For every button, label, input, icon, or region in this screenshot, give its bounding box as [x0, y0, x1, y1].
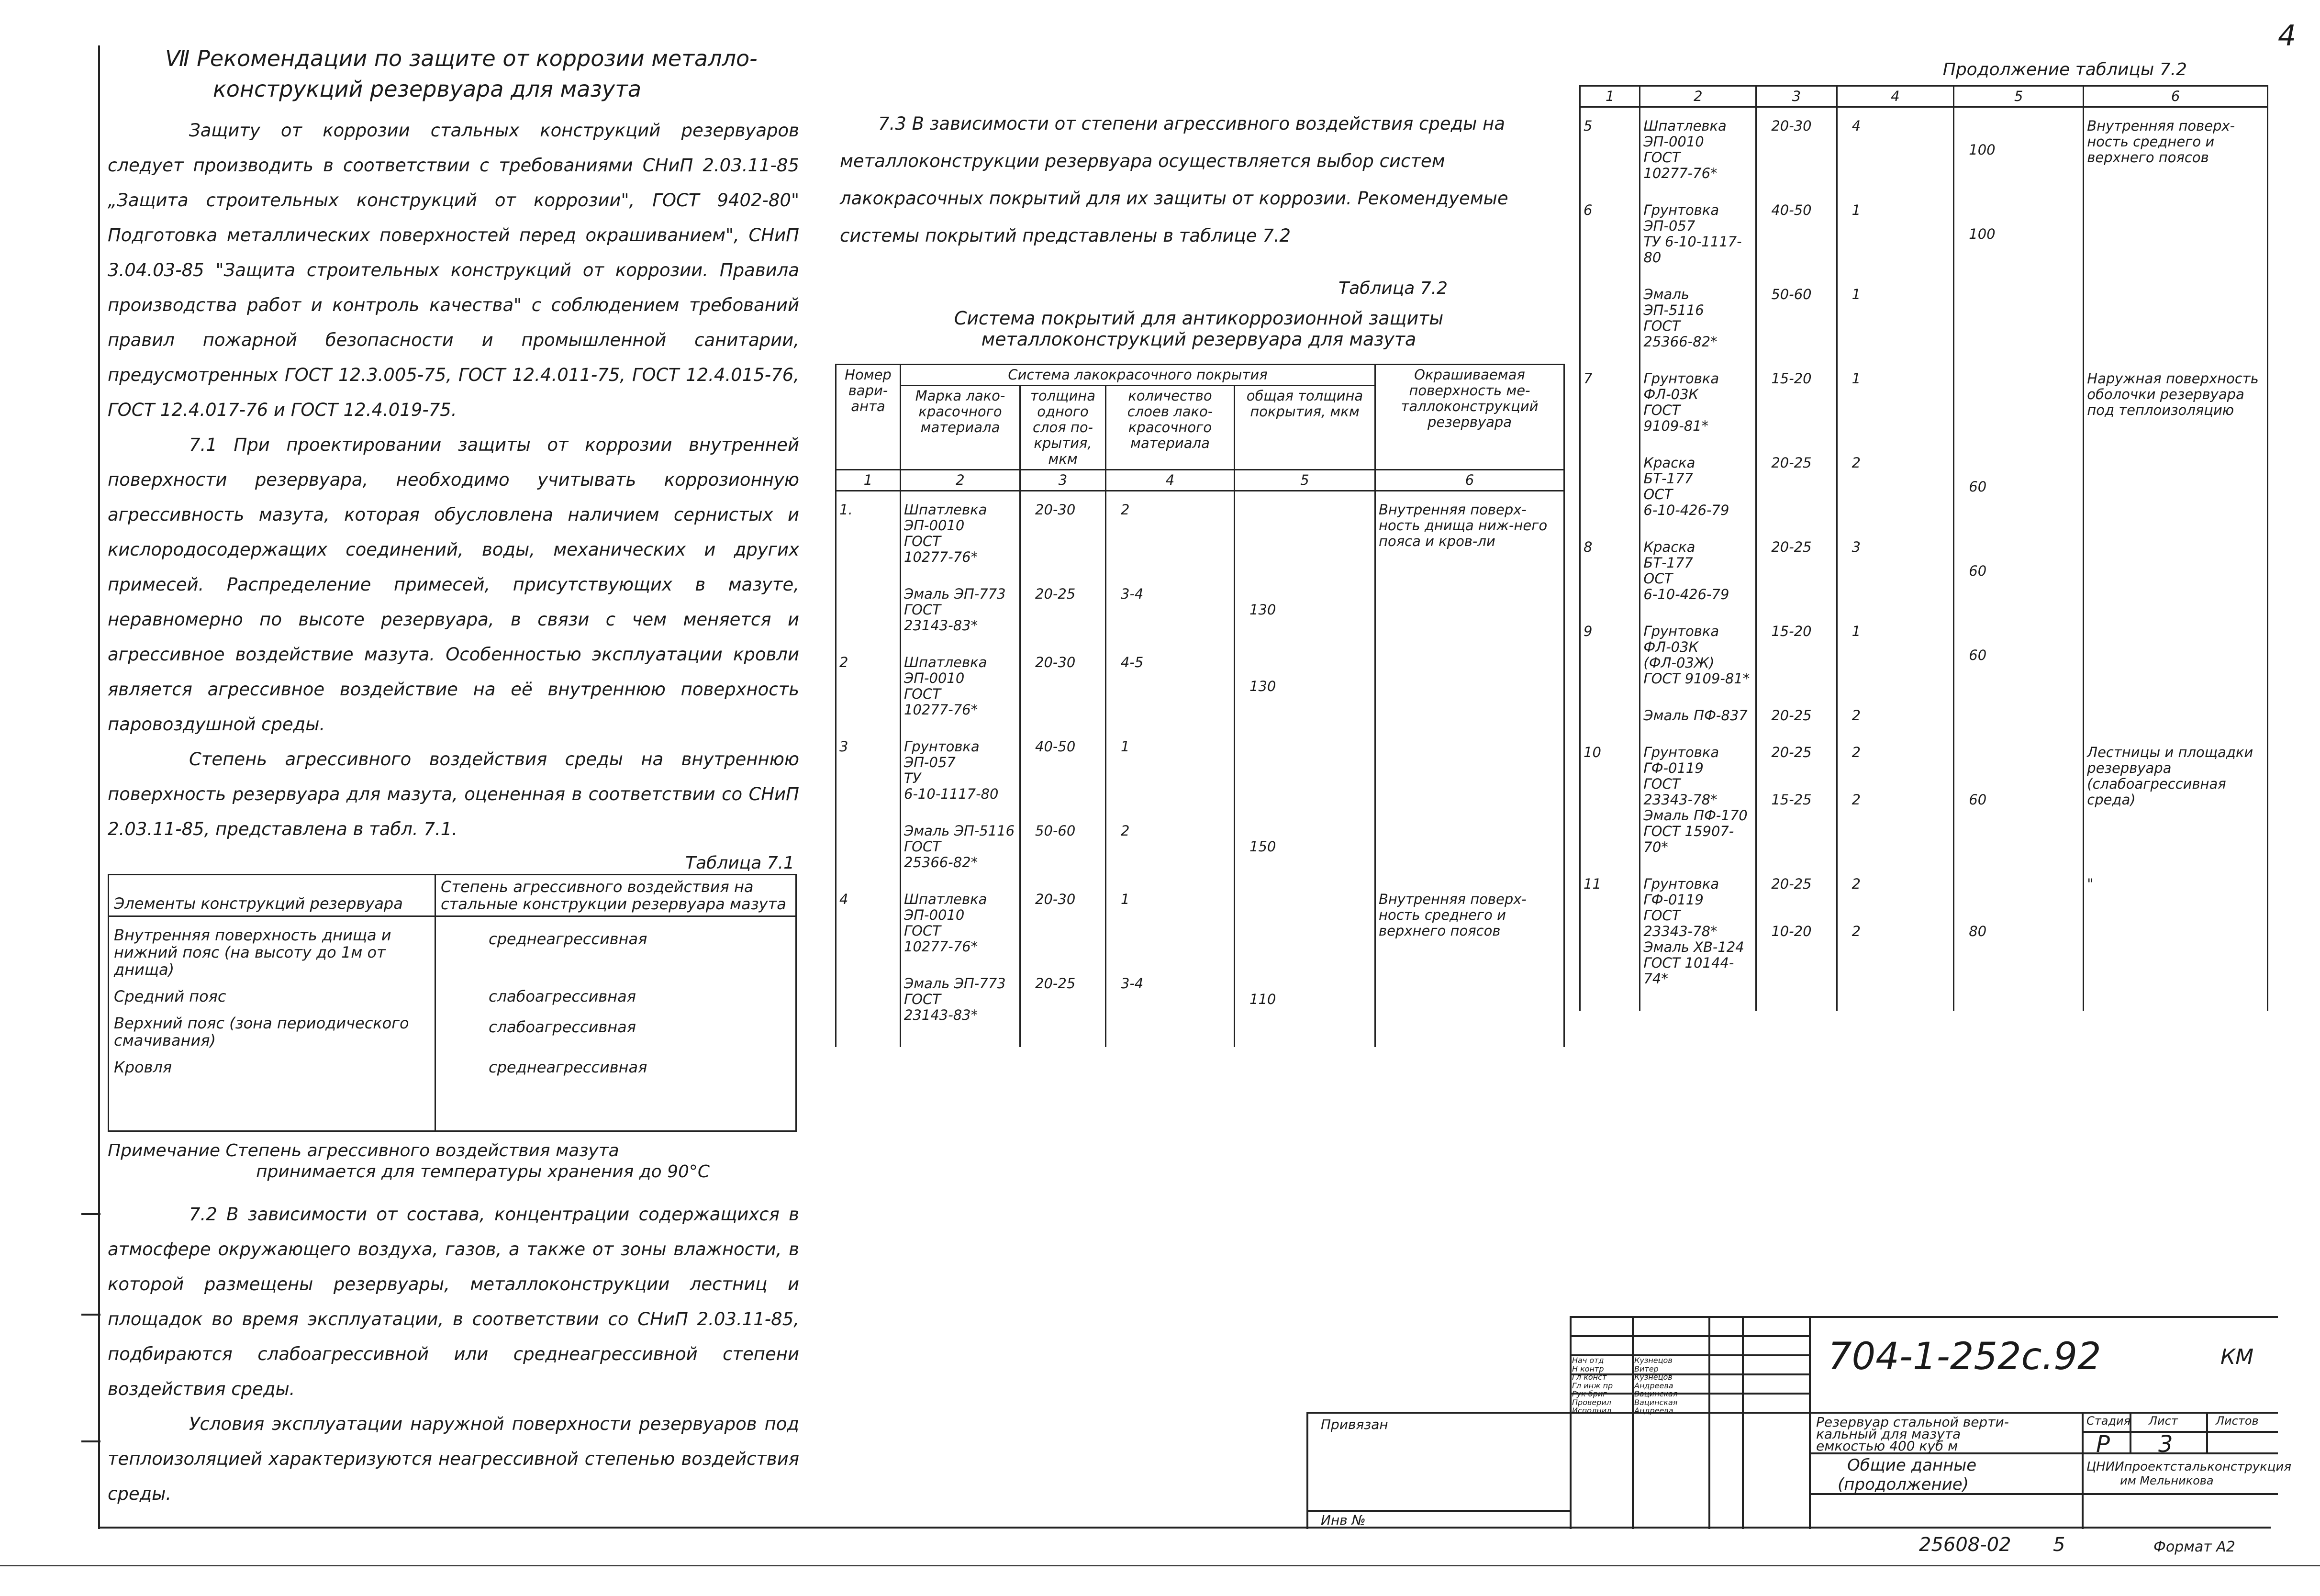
table-7-1-caption: Таблица 7.1 — [685, 853, 794, 873]
layer-thickness: 20-25 — [1756, 529, 1837, 613]
margin-tick — [81, 1213, 100, 1215]
privyazan-label: Привязан — [1321, 1417, 1388, 1432]
doc-code: 704-1-252с.92 — [1828, 1335, 2101, 1378]
table-row — [836, 576, 1564, 644]
layer-thickness: 40-50 — [1756, 192, 1837, 276]
t72-header-layers: количество слоев лако-красочного материала — [1106, 386, 1235, 470]
layer-count: 4-5 — [1106, 644, 1235, 728]
layer-count: 1 — [1837, 192, 1954, 276]
left-margin-line — [98, 45, 100, 1529]
doc-type: КМ — [2220, 1345, 2254, 1369]
layer-count: 3-4 — [1106, 576, 1235, 644]
column-number: 6 — [2084, 86, 2268, 107]
painted-surface: Наружная поверхность оболочки резервуара под теплоизоляцию — [2084, 360, 2268, 445]
layer-count: 2 — [1106, 813, 1235, 881]
material: Шпатлевка ЭП-0010 ГОСТ 10277-76* — [1640, 107, 1756, 192]
painted-surface — [1375, 728, 1564, 813]
total-thickness: 60 — [1954, 734, 2084, 866]
painted-surface: Внутренняя поверх-ность среднего и верхнего поясов — [1375, 881, 1564, 965]
stamp-name: Андреева — [1634, 1381, 1673, 1390]
t72-header-surface: Окрашиваемая поверхность ме-таллоконструкций резервуара — [1375, 365, 1564, 470]
total-thickness: 60 — [1954, 529, 2084, 613]
material: Грунтовка ЭП-057 ТУ 6-10-1117-80 — [901, 728, 1020, 813]
variant-number — [1580, 697, 1640, 734]
note-line2: принимается для температуры хранения до 90°С — [256, 1162, 710, 1182]
stamp-role: Гл конст — [1572, 1373, 1607, 1382]
table-row — [1580, 697, 2268, 734]
material: Эмаль ЭП-5116 ГОСТ 25366-82* — [1640, 276, 1756, 360]
total-thickness: 150 — [1235, 813, 1375, 881]
material: Грунтовка ЭП-057 ТУ 6-10-1117-80 — [1640, 192, 1756, 276]
layer-thickness: 20-25 10-20 — [1756, 866, 1837, 997]
layer-thickness: 20-25 — [1020, 965, 1106, 1034]
total-thickness — [1954, 276, 2084, 360]
t71-header-degree: Степень агрессивного воздействия на стальные конструкции резервуара мазута — [435, 875, 796, 916]
layer-count: 2 2 — [1837, 866, 1954, 997]
paragraph-7-2: 7.2 В зависимости от состава, концентрации содержащихся в атмосфере окружающего воздуха, газов, а также от зоны влажности, в которой размещены резервуары, металлоконструкции лестниц и площадок во время эксплуатации, в соответствии со СНиП 2.03.11-85, подбираются слабоагрессивной или среднеагрессивной степени воздействия среды. — [108, 1204, 799, 1399]
variant-number — [836, 813, 901, 881]
table-row — [836, 491, 1564, 576]
stamp-role: Исполнил — [1572, 1406, 1612, 1415]
column-number: 5 — [1954, 86, 2084, 107]
t71-header-elements: Элементы конструкций резервуара — [109, 875, 435, 916]
material: Краска БТ-177 ОСТ 6-10-426-79 — [1640, 445, 1756, 529]
total-thickness: 130 — [1235, 644, 1375, 728]
margin-tick — [81, 1440, 100, 1442]
variant-number: 3 — [836, 728, 901, 813]
stage-label: Стадия — [2086, 1414, 2131, 1428]
layer-thickness: 15-20 — [1756, 613, 1837, 697]
variant-number: 10 — [1580, 734, 1640, 866]
material: Грунтовка ГФ-0119 ГОСТ 23343-78* Эмаль ХВ-124 ГОСТ 10144-74* — [1640, 866, 1756, 997]
table-row — [836, 644, 1564, 728]
column-number: 1 — [836, 470, 901, 491]
layer-count: 2 — [1106, 491, 1235, 576]
table-7-2-caption: Таблица 7.2 — [1338, 279, 1448, 298]
table-row — [1580, 276, 2268, 360]
column-number: 3 — [1020, 470, 1106, 491]
t71-element: Верхний пояс (зона периодического смачивания) — [109, 1012, 435, 1052]
painted-surface — [1375, 965, 1564, 1034]
table-row — [109, 981, 796, 1012]
variant-number — [836, 965, 901, 1034]
stamp-role: Рук бриг — [1572, 1389, 1607, 1398]
page-number: 4 — [2277, 19, 2296, 53]
total-thickness: 110 — [1235, 965, 1375, 1034]
t71-element: Кровля — [109, 1052, 435, 1110]
bottom-number: 5 — [2053, 1534, 2065, 1556]
total-thickness — [1954, 360, 2084, 445]
stamp-role: Н контр — [1572, 1364, 1604, 1373]
stamp-name: Витер — [1634, 1364, 1659, 1373]
t72-header-material: Марка лако-красочного материала — [901, 386, 1020, 470]
stamp-name: Кузнецов — [1634, 1356, 1673, 1365]
t71-element: Внутренняя поверхность днища и нижний пояс (на высоту до 1м от днища) — [109, 916, 435, 982]
subtitle-line1: Общие данные — [1847, 1456, 1977, 1475]
stamp-role: Проверил — [1572, 1397, 1612, 1407]
material: Грунтовка ФЛ-03К ГОСТ 9109-81* — [1640, 360, 1756, 445]
material: Эмаль ПФ-837 — [1640, 697, 1756, 734]
painted-surface — [2084, 697, 2268, 734]
table-row — [109, 916, 796, 982]
layer-count: 1 — [1106, 881, 1235, 965]
painted-surface: Внутренняя поверх-ность среднего и верхнего поясов — [2084, 107, 2268, 192]
total-thickness: 60 — [1954, 613, 2084, 697]
total-thickness — [1954, 697, 2084, 734]
painted-surface — [1375, 813, 1564, 881]
section-title-line1: Ⅶ Рекомендации по защите от коррозии металло- — [165, 45, 758, 71]
layer-count: 3 — [1837, 529, 1954, 613]
painted-surface — [2084, 529, 2268, 613]
table-7-2-title-line2: металлоконструкций резервуара для мазута — [981, 329, 1417, 350]
table-7-2-cont-caption: Продолжение таблицы 7.2 — [1942, 60, 2187, 79]
section-7-column — [108, 43, 799, 1511]
total-thickness: 100 — [1954, 107, 2084, 192]
table-7-2-title-line1: Система покрытий для антикоррозионной защиты — [954, 308, 1444, 329]
t72-header-thickness: толщина одного слоя по-крытия, мкм — [1020, 386, 1106, 470]
table-7-2 — [835, 364, 1565, 1047]
layer-thickness: 50-60 — [1756, 276, 1837, 360]
stamp-name: Вацинская — [1634, 1389, 1678, 1398]
painted-surface — [2084, 276, 2268, 360]
middle-column — [840, 105, 1558, 350]
stamp-role: Гл инж пр — [1572, 1381, 1613, 1390]
table-row — [1580, 866, 2268, 997]
layer-count: 2 — [1837, 697, 1954, 734]
table-7-2-wrap — [835, 364, 1565, 1047]
table-row — [109, 1052, 796, 1110]
painted-surface: Лестницы и площадки резервуара (слабоагрессивная среда) — [2084, 734, 2268, 866]
table-7-1-note — [108, 1140, 799, 1183]
table-row — [1580, 613, 2268, 697]
t71-degree: среднеагрессивная — [435, 1052, 796, 1110]
paragraph-7-1: 7.1 При проектировании защиты от коррозии внутренней поверхности резервуара, необходимо учитывать коррозионную агрессивность мазута, которая обусловлена наличием сернистых и кислородосодержащих соединений, воды, механических и других примесей. Распределение примесей, присутствующих в мазуте, неравномерно по высоте резервуара, в связи с чем меняется и агрессивное воздействие мазута. Особенностью эксплуатации кровли является агрессивное воздействие на её внутреннюю поверхность паровоздушной среды. — [108, 435, 799, 735]
paragraph-outer-conditions: Условия эксплуатации наружной поверхности резервуаров под теплоизоляцией характеризуются неагрессивной степенью воздействия среды. — [108, 1414, 799, 1504]
t71-element: Средний пояс — [109, 981, 435, 1012]
painted-surface — [2084, 445, 2268, 529]
intro-paragraph: Защиту от коррозии стальных конструкций резервуаров следует производить в соответствии с требованиями СНиП 2.03.11-85 „Защита строительных конструкций от коррозии", ГОСТ 9402-80" Подготовка металлических поверхностей перед окрашиванием", СНиП 3.04.03-85 "Защита строительных конструкций от коррозии. Правила производства работ и контроль качества" с соблюдением требований правил пожарной безопасности и промышленной санитарии, предусмотренных ГОСТ 12.3.005-75, ГОСТ 12.4.011-75, ГОСТ 12.4.015-76, ГОСТ 12.4.017-76 и ГОСТ 12.4.019-75. — [108, 120, 799, 420]
stamp-name: Вацинская — [1634, 1397, 1678, 1407]
column-number: 2 — [901, 470, 1020, 491]
variant-number: 5 — [1580, 107, 1640, 192]
column-number: 3 — [1756, 86, 1837, 107]
column-number: 2 — [1640, 86, 1756, 107]
table-row — [1580, 107, 2268, 192]
total-thickness: 60 — [1954, 445, 2084, 529]
sheets-label: Листов — [2216, 1414, 2259, 1428]
variant-number — [1580, 276, 1640, 360]
layer-thickness: 20-30 — [1020, 644, 1106, 728]
layer-thickness: 20-25 — [1020, 576, 1106, 644]
page-bottom-line — [0, 1565, 2320, 1566]
painted-surface — [1375, 576, 1564, 644]
table-row — [1580, 734, 2268, 866]
total-thickness — [1235, 491, 1375, 576]
painted-surface — [2084, 613, 2268, 697]
total-thickness — [1235, 881, 1375, 965]
stamp-name: Кузнецов — [1634, 1373, 1673, 1382]
variant-number: 4 — [836, 881, 901, 965]
variant-number: 8 — [1580, 529, 1640, 613]
title-line1: Резервуар стальной верти- — [1816, 1414, 2009, 1430]
layer-count: 4 — [1837, 107, 1954, 192]
table-row — [836, 965, 1564, 1034]
material: Шпатлевка ЭП-0010 ГОСТ 10277-76* — [901, 881, 1020, 965]
painted-surface: " — [2084, 866, 2268, 997]
table-7-1 — [108, 874, 797, 1132]
material: Краска БТ-177 ОСТ 6-10-426-79 — [1640, 529, 1756, 613]
sheet-value: 3 — [2158, 1431, 2173, 1458]
column-number: 4 — [1837, 86, 1954, 107]
t71-degree: среднеагрессивная — [435, 916, 796, 982]
org-line2: им Мельникова — [2120, 1474, 2214, 1487]
t72-group-header: Система лакокрасочного покрытия — [901, 365, 1375, 386]
layer-count: 2 — [1837, 445, 1954, 529]
material: Шпатлевка ЭП-0010 ГОСТ 10277-76* — [901, 644, 1020, 728]
layer-count: 3-4 — [1106, 965, 1235, 1034]
title-block — [1306, 1316, 2292, 1529]
table-row — [109, 1012, 796, 1052]
layer-thickness: 20-25 15-25 — [1756, 734, 1837, 866]
variant-number: 6 — [1580, 192, 1640, 276]
variant-number: 11 — [1580, 866, 1640, 997]
table-row — [1580, 529, 2268, 613]
variant-number: 1. — [836, 491, 901, 576]
painted-surface — [1375, 644, 1564, 728]
bottom-code: 25608-02 — [1919, 1534, 2011, 1556]
material: Эмаль ЭП-773 ГОСТ 23143-83* — [901, 576, 1020, 644]
format-label: Формат А2 — [2153, 1539, 2235, 1555]
material: Эмаль ЭП-5116 ГОСТ 25366-82* — [901, 813, 1020, 881]
title-line3: емкостью 400 куб м — [1816, 1438, 1958, 1454]
painted-surface: Внутренняя поверх-ность днища ниж-него пояса и кров-ли — [1375, 491, 1564, 576]
table-row — [836, 813, 1564, 881]
table-row — [1580, 445, 2268, 529]
column-number: 4 — [1106, 470, 1235, 491]
title-line2: кальный для мазута — [1816, 1426, 1961, 1442]
layer-thickness: 15-20 — [1756, 360, 1837, 445]
painted-surface — [2084, 192, 2268, 276]
variant-number: 2 — [836, 644, 901, 728]
variant-number — [836, 576, 901, 644]
layer-count: 2 2 — [1837, 734, 1954, 866]
layer-thickness: 40-50 — [1020, 728, 1106, 813]
variant-number: 7 — [1580, 360, 1640, 445]
column-number: 1 — [1580, 86, 1640, 107]
table-row — [1580, 192, 2268, 276]
sheet-label: Лист — [2149, 1414, 2178, 1428]
stage-value: Р — [2096, 1431, 2110, 1458]
margin-tick — [81, 1314, 100, 1316]
table-row — [836, 881, 1564, 965]
layer-thickness: 20-25 — [1756, 445, 1837, 529]
paragraph-degree: Степень агрессивного воздействия среды на внутреннюю поверхность резервуара для мазута, оцененная в соответствии со СНиП 2.03.11-85, представлена в табл. 7.1. — [108, 749, 799, 839]
layer-count: 1 — [1837, 276, 1954, 360]
total-thickness — [1235, 728, 1375, 813]
total-thickness: 130 — [1235, 576, 1375, 644]
layer-thickness: 20-30 — [1020, 491, 1106, 576]
note-line1: Примечание Степень агрессивного воздействия мазута — [108, 1141, 619, 1161]
table-row — [1580, 360, 2268, 445]
layer-count: 1 — [1106, 728, 1235, 813]
inv-label: Инв № — [1321, 1512, 1366, 1528]
total-thickness: 100 — [1954, 192, 2084, 276]
section-title-line2: конструкций резервуара для мазута — [213, 76, 642, 102]
table-row — [836, 728, 1564, 813]
table-7-2-continuation-wrap — [1579, 60, 2268, 1011]
t72-header-total: общая толщина покрытия, мкм — [1235, 386, 1375, 470]
column-number: 5 — [1235, 470, 1375, 491]
layer-thickness: 20-30 — [1756, 107, 1837, 192]
material: Эмаль ЭП-773 ГОСТ 23143-83* — [901, 965, 1020, 1034]
table-7-2-continuation — [1579, 85, 2268, 1011]
material: Грунтовка ФЛ-03К (ФЛ-03Ж) ГОСТ 9109-81* — [1640, 613, 1756, 697]
material: Шпатлевка ЭП-0010 ГОСТ 10277-76* — [901, 491, 1020, 576]
variant-number — [1580, 445, 1640, 529]
t71-degree: слабоагрессивная — [435, 1012, 796, 1052]
org-line1: ЦНИИпроектстальконструкция — [2086, 1460, 2292, 1474]
column-number: 6 — [1375, 470, 1564, 491]
table-7-2-title — [840, 308, 1558, 350]
t72-header-variant: Номер вари-анта — [836, 365, 901, 470]
subtitle-line2: (продолжение) — [1838, 1475, 1969, 1494]
layer-count: 1 — [1837, 360, 1954, 445]
layer-thickness: 20-25 — [1756, 697, 1837, 734]
layer-count: 1 — [1837, 613, 1954, 697]
paragraph-7-3: 7.3 В зависимости от степени агрессивного воздействия среды на металлоконструкции резервуара осуществляется выбор систем лакокрасочных покрытий для их защиты от коррозии. Рекомендуемые системы покрытий представлены в таблице 7.2 — [840, 113, 1508, 246]
total-thickness: 80 — [1954, 866, 2084, 997]
layer-thickness: 20-30 — [1020, 881, 1106, 965]
variant-number: 9 — [1580, 613, 1640, 697]
stamp-role: Нач отд — [1572, 1356, 1604, 1365]
section-title — [165, 43, 799, 104]
layer-thickness: 50-60 — [1020, 813, 1106, 881]
stamp-name: Андреева — [1634, 1406, 1673, 1415]
t71-degree: слабоагрессивная — [435, 981, 796, 1012]
material: Грунтовка ГФ-0119 ГОСТ 23343-78* Эмаль ПФ-170 ГОСТ 15907-70* — [1640, 734, 1756, 866]
